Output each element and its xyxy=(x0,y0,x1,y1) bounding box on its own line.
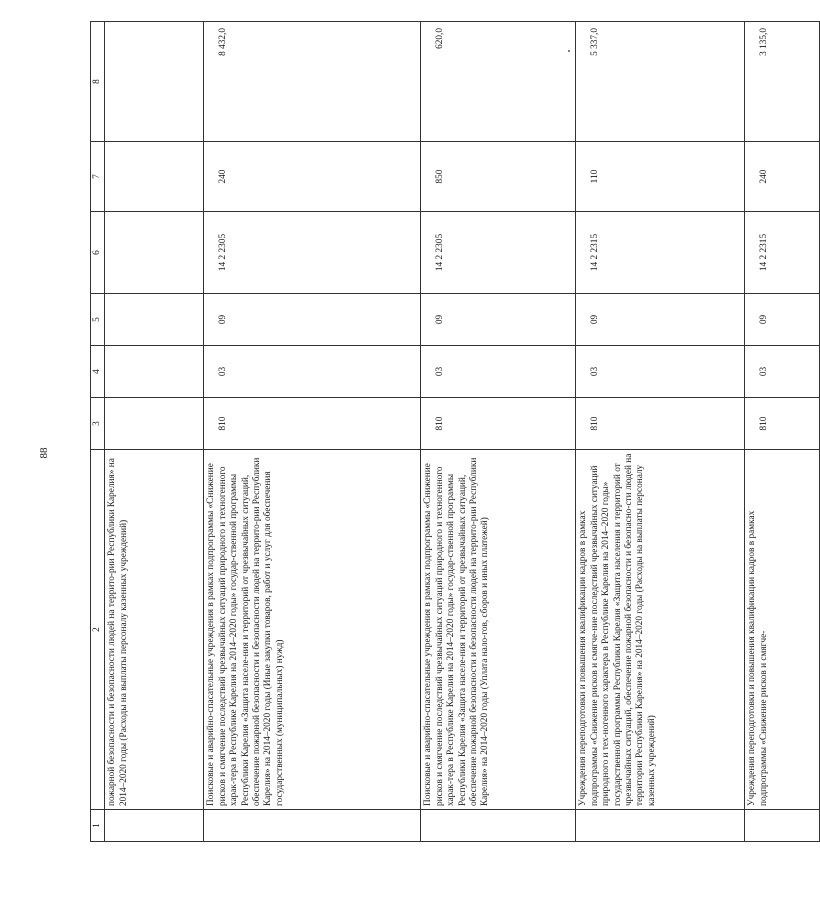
subsection-code: 09 xyxy=(745,294,820,346)
target-article-code: 14 2 2305 xyxy=(204,212,421,294)
budget-table xyxy=(90,21,820,842)
target-article-code: 14 2 2315 xyxy=(576,212,745,294)
ministry-code: 810 xyxy=(204,398,421,450)
expense-type-code: 240 xyxy=(204,142,421,212)
item-description: Поисковые и аварийно-спасательные учреждения в рамках подпрограммы «Снижение рисков и смягчение последствий чрезвычайных ситуаций природного и техногенного харак-тера в Республике Карелия на 2014–2020 годы» государ-ственной программы Республики Карелия «Защита населе-ния и территорий от чрезвычайных ситуаций, обеспечение пожарной безопасности и безопасности людей на террито-рии Республики Карелия» на 2014–2020 годы (Уплата нало-гов, сборов и иных платежей) xyxy=(421,450,576,810)
row-index-cell xyxy=(745,810,820,842)
item-description: Учреждения переподготовки и повышения квалификации кадров в рамках подпрограммы «Снижение рисков и смягче-ние последствий чрезвычайных ситуаций природного и тех-ногенного характера в Республике Карелия на 2014–2020 годы» государственной программы Республики Карелия «Защита населения и территорий от чрезвычайных ситуаций, обеспечение пожарной безопасности и безопасно-сти людей на территории Республики Карелия» на 2014–2020 годы (Расходы на выплаты персоналу казенных учреждений) xyxy=(576,450,745,810)
row-index-cell xyxy=(421,810,576,842)
target-article-code: 14 2 2305 xyxy=(421,212,576,294)
subsection-code xyxy=(105,294,204,346)
target-article-code: 14 2 2315 xyxy=(745,212,820,294)
rotated-table-container xyxy=(90,22,770,842)
ministry-code: 810 xyxy=(576,398,745,450)
subsection-code: 09 xyxy=(576,294,745,346)
header-col-7: 7 xyxy=(91,142,105,212)
target-article-code xyxy=(105,212,204,294)
header-col-1: 1 xyxy=(91,810,105,842)
row-index-cell xyxy=(204,810,421,842)
expense-type-code: 240 xyxy=(745,142,820,212)
amount-value: 3 135,0 xyxy=(745,22,820,142)
expense-type-code: 850 xyxy=(421,142,576,212)
header-col-6: 6 xyxy=(91,212,105,294)
page-number: 88 xyxy=(38,447,50,459)
amount-value xyxy=(105,22,204,142)
row-index-cell xyxy=(105,810,204,842)
item-description: Поисковые и аварийно-спасательные учреждения в рамках подпрограммы «Снижение рисков и смягчение последствий чрезвычайных ситуаций природного и техногенного харак-тера в Республике Карелия на 2014–2020 годы» государ-ственной программы Республики Карелия «Защита населе-ния и территорий от чрезвычайных ситуаций, обеспечение пожарной безопасности и безопасности людей на террито-рии Республики Карелия» на 2014–2020 годы (Иные закупки товаров, работ и услуг для обеспечения государственных (муниципальных) нужд) xyxy=(204,450,421,810)
expense-type-code xyxy=(105,142,204,212)
section-code: 03 xyxy=(204,346,421,398)
table-row xyxy=(105,22,204,842)
subsection-code: 09 xyxy=(421,294,576,346)
amount-value: 5 337,0 xyxy=(576,22,745,142)
header-col-4: 4 xyxy=(91,346,105,398)
header-col-2: 2 xyxy=(91,450,105,810)
item-description: Учреждения переподготовки и повышения квалификации кадров в рамках подпрограммы «Снижение рисков и смягче- xyxy=(745,450,820,810)
section-code: 03 xyxy=(576,346,745,398)
section-code: 03 xyxy=(421,346,576,398)
row-index-cell xyxy=(576,810,745,842)
header-col-3: 3 xyxy=(91,398,105,450)
ministry-code: 810 xyxy=(421,398,576,450)
amount-value: 8 432,0 xyxy=(204,22,421,142)
item-description: пожарной безопасности и безопасности людей на террито-рии Республики Карелия» на 2014–2020 годы (Расходы на выплаты персоналу казенных учреждений) xyxy=(105,450,204,810)
expense-type-code: 110 xyxy=(576,142,745,212)
amount-value: 620,0 xyxy=(421,22,576,142)
section-code xyxy=(105,346,204,398)
section-code: 03 xyxy=(745,346,820,398)
table-row xyxy=(745,22,820,842)
subsection-code: 09 xyxy=(204,294,421,346)
header-row xyxy=(91,22,105,842)
table-row xyxy=(204,22,421,842)
header-col-8: 8 xyxy=(91,22,105,142)
table-row xyxy=(421,22,576,842)
header-col-5: 5 xyxy=(91,294,105,346)
ministry-code xyxy=(105,398,204,450)
ministry-code: 810 xyxy=(745,398,820,450)
table-row xyxy=(576,22,745,842)
